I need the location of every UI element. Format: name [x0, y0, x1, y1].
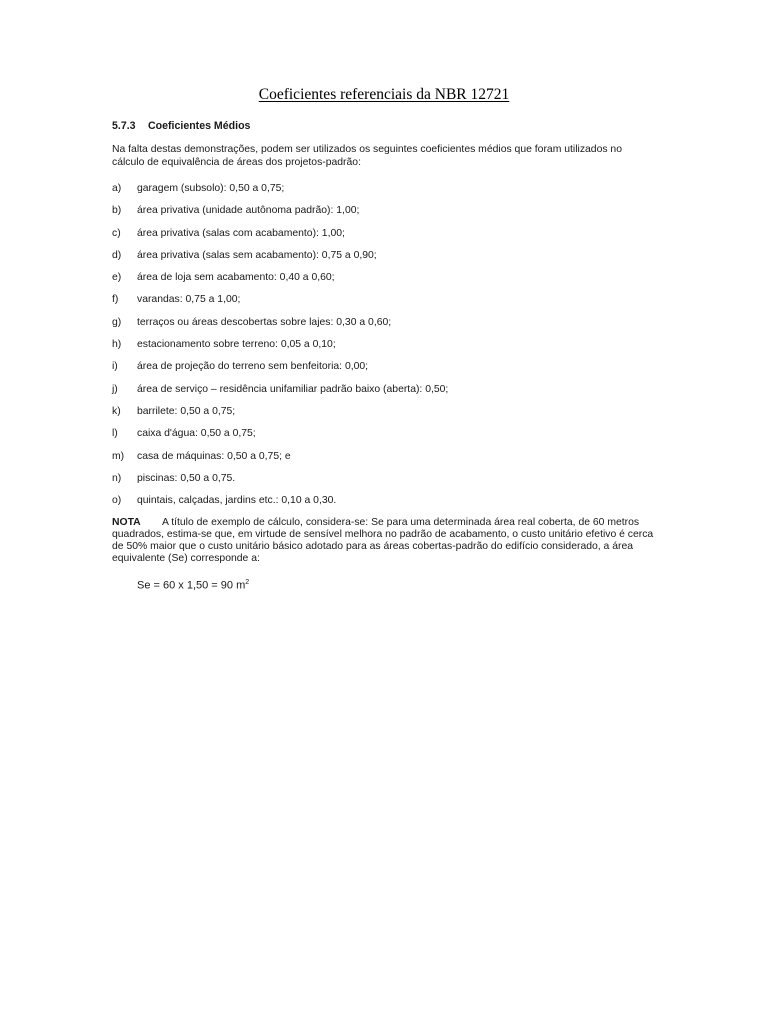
item-text: piscinas: 0,50 a 0,75.	[137, 472, 236, 484]
item-letter: m)	[112, 450, 125, 462]
item-text: área privativa (unidade autônoma padrão): 1,00;	[137, 205, 360, 217]
section-number: 5.7.3	[112, 120, 136, 132]
item-letter: i)	[112, 361, 118, 373]
list-item	[112, 495, 657, 517]
item-text: garagem (subsolo): 0,50 a 0,75;	[137, 183, 285, 194]
list-item	[112, 294, 657, 316]
item-letter: o)	[112, 495, 122, 507]
item-letter: g)	[112, 316, 122, 328]
item-text: área de loja sem acabamento: 0,40 a 0,60;	[137, 272, 335, 284]
item-text: área privativa (salas sem acabamento): 0,75 a 0,90;	[137, 249, 377, 261]
item-letter: h)	[112, 339, 122, 351]
item-letter: n)	[112, 472, 122, 484]
coefficient-list	[112, 183, 657, 517]
item-letter: a)	[112, 183, 122, 194]
item-letter: d)	[112, 249, 122, 261]
page-title: Coeficientes referenciais da NBR 12721	[258, 86, 510, 103]
item-letter: k)	[112, 405, 121, 417]
list-item	[112, 250, 657, 272]
item-text: varandas: 0,75 a 1,00;	[137, 294, 241, 306]
note-paragraph	[112, 517, 657, 564]
list-item	[112, 317, 657, 339]
formula	[137, 579, 657, 592]
list-item	[112, 361, 657, 383]
item-text: quintais, calçadas, jardins etc.: 0,10 a 0,30.	[137, 495, 337, 507]
list-item	[112, 473, 657, 495]
item-text: terraços ou áreas descobertas sobre lajes: 0,30 a 0,60;	[137, 316, 392, 328]
list-item	[112, 406, 657, 428]
item-letter: b)	[112, 205, 122, 217]
list-item	[112, 272, 657, 294]
list-item	[112, 451, 657, 473]
formula-expression: Se = 60 x 1,50 = 90 m	[137, 579, 246, 592]
list-item	[112, 428, 657, 450]
item-text: caixa d'água: 0,50 a 0,75;	[137, 428, 256, 440]
list-item	[112, 183, 657, 205]
section-heading	[112, 120, 657, 132]
section-heading-text: Coeficientes Médios	[148, 120, 251, 132]
item-letter: j)	[112, 383, 118, 395]
list-item	[112, 228, 657, 250]
item-text: estacionamento sobre terreno: 0,05 a 0,10;	[137, 339, 336, 351]
item-text: casa de máquinas: 0,50 a 0,75; e	[137, 450, 291, 462]
list-item	[112, 384, 657, 406]
formula-superscript: 2	[245, 578, 250, 586]
item-text: área de projeção do terreno sem benfeitoria: 0,00;	[137, 361, 369, 373]
item-letter: c)	[112, 227, 121, 239]
intro-paragraph: Na falta destas demonstrações, podem ser utilizados os seguintes coeficientes médios que foram utilizados no cálculo de equivalência de áreas dos projetos-padrão:	[112, 144, 622, 168]
item-text: barrilete: 0,50 a 0,75;	[137, 405, 236, 417]
scanned-excerpt	[112, 120, 657, 591]
item-text: área de serviço – residência unifamiliar padrão baixo (aberta): 0,50;	[137, 383, 449, 395]
note-label: NOTA	[112, 517, 141, 529]
item-text: área privativa (salas com acabamento): 1,00;	[137, 227, 345, 239]
list-item	[112, 339, 657, 361]
note-text: A título de exemplo de cálculo, considera-se: Se para uma determinada área real coberta, de 60 metros quadrados, estima-se que, em virtude de sensível melhora no padrão de acabamento, o custo unitário efetivo é cerca de 50% maior que o custo unitário básico adotado para as áreas cobertas-padrão do edifício considerado, a área equivalente (Se) corresponde a:	[112, 517, 654, 564]
item-letter: e)	[112, 272, 122, 284]
item-letter: f)	[112, 294, 119, 306]
list-item	[112, 205, 657, 227]
item-letter: l)	[112, 428, 118, 440]
